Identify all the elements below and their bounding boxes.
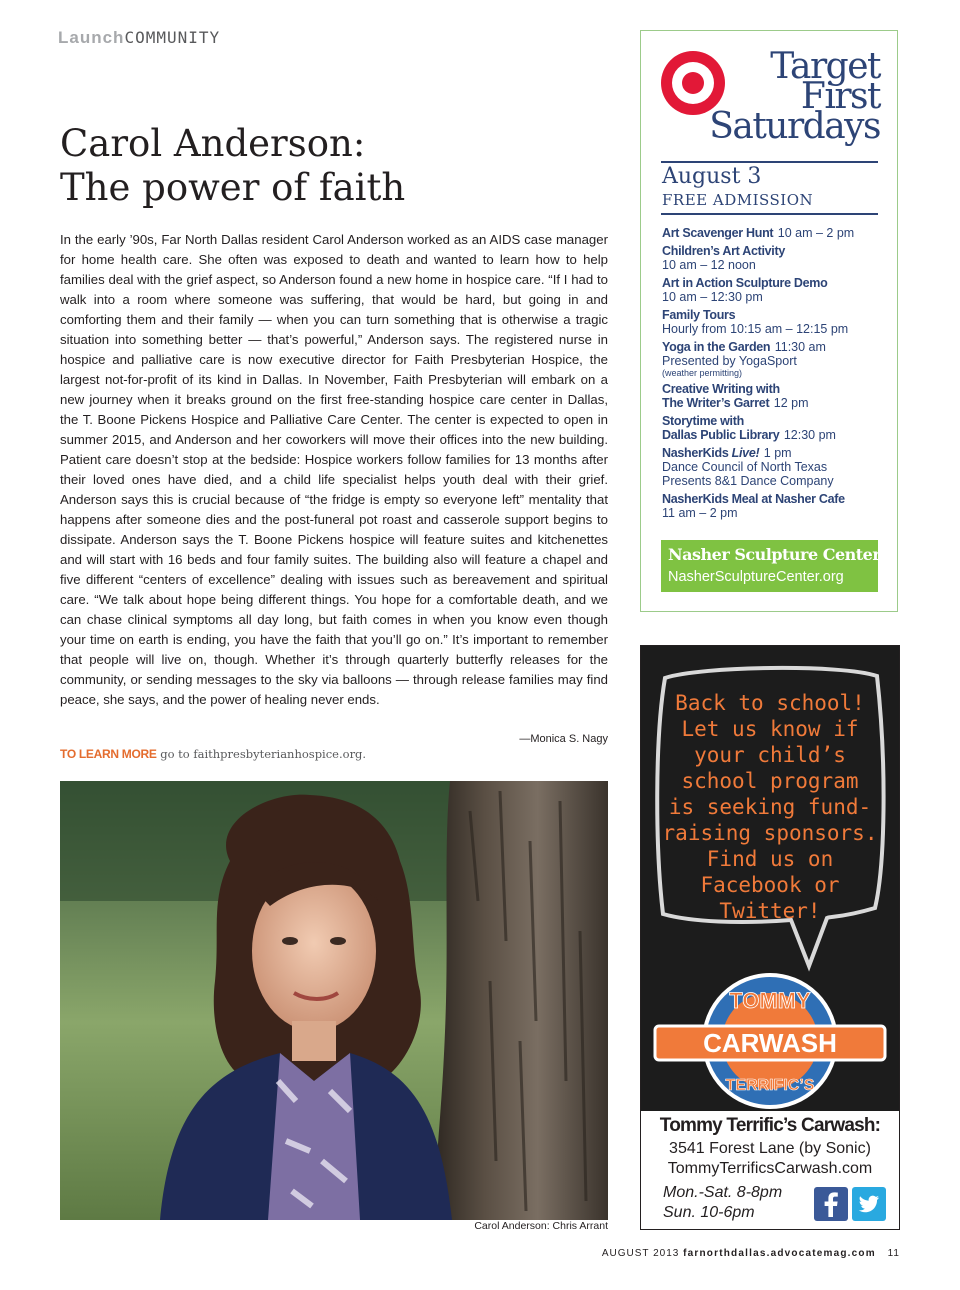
event-admission: FREE ADMISSION [662,191,814,209]
event-name-line-2: Dallas Public Library [662,428,780,442]
event-presenter: Dance Council of North Texas [662,460,828,474]
carwash-hours-sunday: Sun. 10-6pm [663,1204,755,1221]
event-name: NasherKids Meal at Nasher Cafe [662,492,845,506]
chalk-line: Twitter! [719,899,821,923]
event-date: August 3 [662,164,762,189]
event-item [662,276,892,304]
event-time: 11 am – 2 pm [662,506,738,520]
chalk-line: is seeking fund- [668,795,872,819]
event-item [662,308,892,336]
page-number: 11 [887,1248,900,1259]
venue-url[interactable]: NasherSculptureCenter.org [668,569,844,585]
target-title-line-1: Target [770,46,880,87]
event-time: 12 pm [773,396,809,410]
twitter-icon[interactable] [852,1187,886,1221]
target-title-line-2: First [800,76,880,117]
event-name: NasherKids [662,446,732,460]
event-item [662,382,892,410]
learn-more-link[interactable]: go to faithpresbyterianhospice.org. [156,747,367,761]
chalk-line: Let us know if [681,717,859,741]
event-name: Storytime with [662,414,744,428]
events-list [662,226,892,524]
event-item [662,492,892,520]
divider [661,161,878,163]
chalk-line: your child’s [694,743,846,767]
event-name: Family Tours [662,308,736,322]
learn-more [60,747,608,761]
chalk-line: school program [681,769,859,793]
carwash-logo-middle: CARWASH [703,1028,837,1058]
event-note: (weather permitting) [662,368,743,378]
event-name: Yoga in the Garden [662,340,771,354]
carwash-logo-bottom: TERRIFIC’S [725,1077,815,1094]
event-item [662,414,892,442]
carwash-address: 3541 Forest Lane (by Sonic) [669,1140,871,1157]
portrait-illustration [60,781,608,1220]
carwash-hours-weekday: Mon.-Sat. 8-8pm [663,1184,783,1201]
section-label [58,28,220,48]
chalk-message [656,690,884,924]
footer-site[interactable]: farnorthdallas.advocatemag.com [683,1248,876,1259]
footer-issue-date: AUGUST 2013 [601,1248,680,1259]
event-name: Art Scavenger Hunt [662,226,774,240]
event-name-italic: Live! [731,446,760,460]
event-item [662,446,892,488]
portrait-photo [60,781,608,1220]
photo-credit: Carol Anderson: Chris Arrant [474,1220,608,1232]
chalk-line: Back to school! [675,691,865,715]
chalk-line: Facebook or [700,873,840,897]
event-time: 10 am – 12 noon [662,258,756,272]
event-time: Hourly from 10:15 am – 12:15 pm [662,322,849,336]
article-body: In the early ’90s, Far North Dallas resident Carol Anderson worked as an AIDS case manager for home health care. She often was exposed to death and wanted to learn how to help families deal with the grief aspect, so Anderson found a new home in hospice care. “If I had to walk into a room where someone was suffering, that would be hard, but going in and comforting them and their family — when you can turn something that is otherwise a tragic situation into something better — that’s powerful,” Anderson says. The registered nurse in hospice and palliative care is now executive director for Faith Presbyterian Hospice, the largest not-for-profit of its kind in Dallas. In November, Faith Presbyterian will embark on a new journey when it breaks ground on the first free-standing hospice care center in Dallas, the T. Boone Pickens Hospice and Palliative Care Center. The center is expected to open in summer 2015, and Anderson and her coworkers will move their offices into the new building. Patient care doesn’t stop at the bedside: Hospice workers follow families for 13 months after their loved ones have died, and a child life specialist helps youth deal with their grief. Anderson says this is crucial because of “the fridge is empty so everyone left” mentality that happens after someone dies and the post-funeral pot roast and casserole support begins to dissipate. Anderson says the T. Boone Pickens hospice will feature suites and kitchenettes and will start with 16 beds and four family suites. The building also will feature a chapel and five different “centers of excellence” dealing with issues such as bereavement and spiritual care. “We talk about hope being different things. You hope for a comfortable death, and we can chase clinical symptoms all day long, but faith comes in when you know even though your time on earth is ending, you have the faith that you’ll go on.” It’s important to remember that people will live on, though. Whether it’s through quarterly butterfly releases for the community, or sending messages to the sky via balloons — through release families may find peace, she says, and the power of healing never ends. [60,232,608,707]
page-footer [560,1248,900,1259]
headline-line-1: Carol Anderson: [60,122,366,165]
event-presenter: Presented by YogaSport [662,354,797,368]
divider [661,213,878,215]
event-name: Art in Action Sculpture Demo [662,276,828,290]
carwash-logo-top: TOMMY [729,988,811,1013]
article-headline [60,122,620,210]
event-time: 12:30 pm [783,428,836,442]
target-title-line-3: Saturdays [709,106,880,147]
target-ad-title [680,46,880,147]
chalk-line: Find us on [706,847,834,871]
event-time: 1 pm [763,446,792,460]
event-item [662,340,892,378]
event-item [662,226,892,240]
section-prefix: Launch [58,28,125,47]
event-name-line-2: The Writer’s Garret [662,396,770,410]
event-name: Children’s Art Activity [662,244,785,258]
facebook-icon[interactable] [814,1187,848,1221]
chalk-line: raising sponsors. [662,821,878,845]
carwash-url[interactable]: TommyTerrificsCarwash.com [667,1160,873,1177]
section-name: COMMUNITY [124,28,221,47]
event-time: 10 am – 12:30 pm [662,290,763,304]
venue-name: Nasher Sculpture Center [668,545,881,564]
event-time: 10 am – 2 pm [777,226,855,240]
event-time: 11:30 am [774,340,826,354]
headline-line-2: The power of faith [60,166,406,209]
article-byline: —Monica S. Nagy [519,733,608,745]
carwash-business-name: Tommy Terrific’s Carwash: [659,1115,881,1136]
event-item [662,244,892,272]
event-presenter-line-2: Presents 8&1 Dance Company [662,474,834,488]
learn-more-label: TO LEARN MORE [60,747,157,761]
event-name: Creative Writing with [662,382,780,396]
